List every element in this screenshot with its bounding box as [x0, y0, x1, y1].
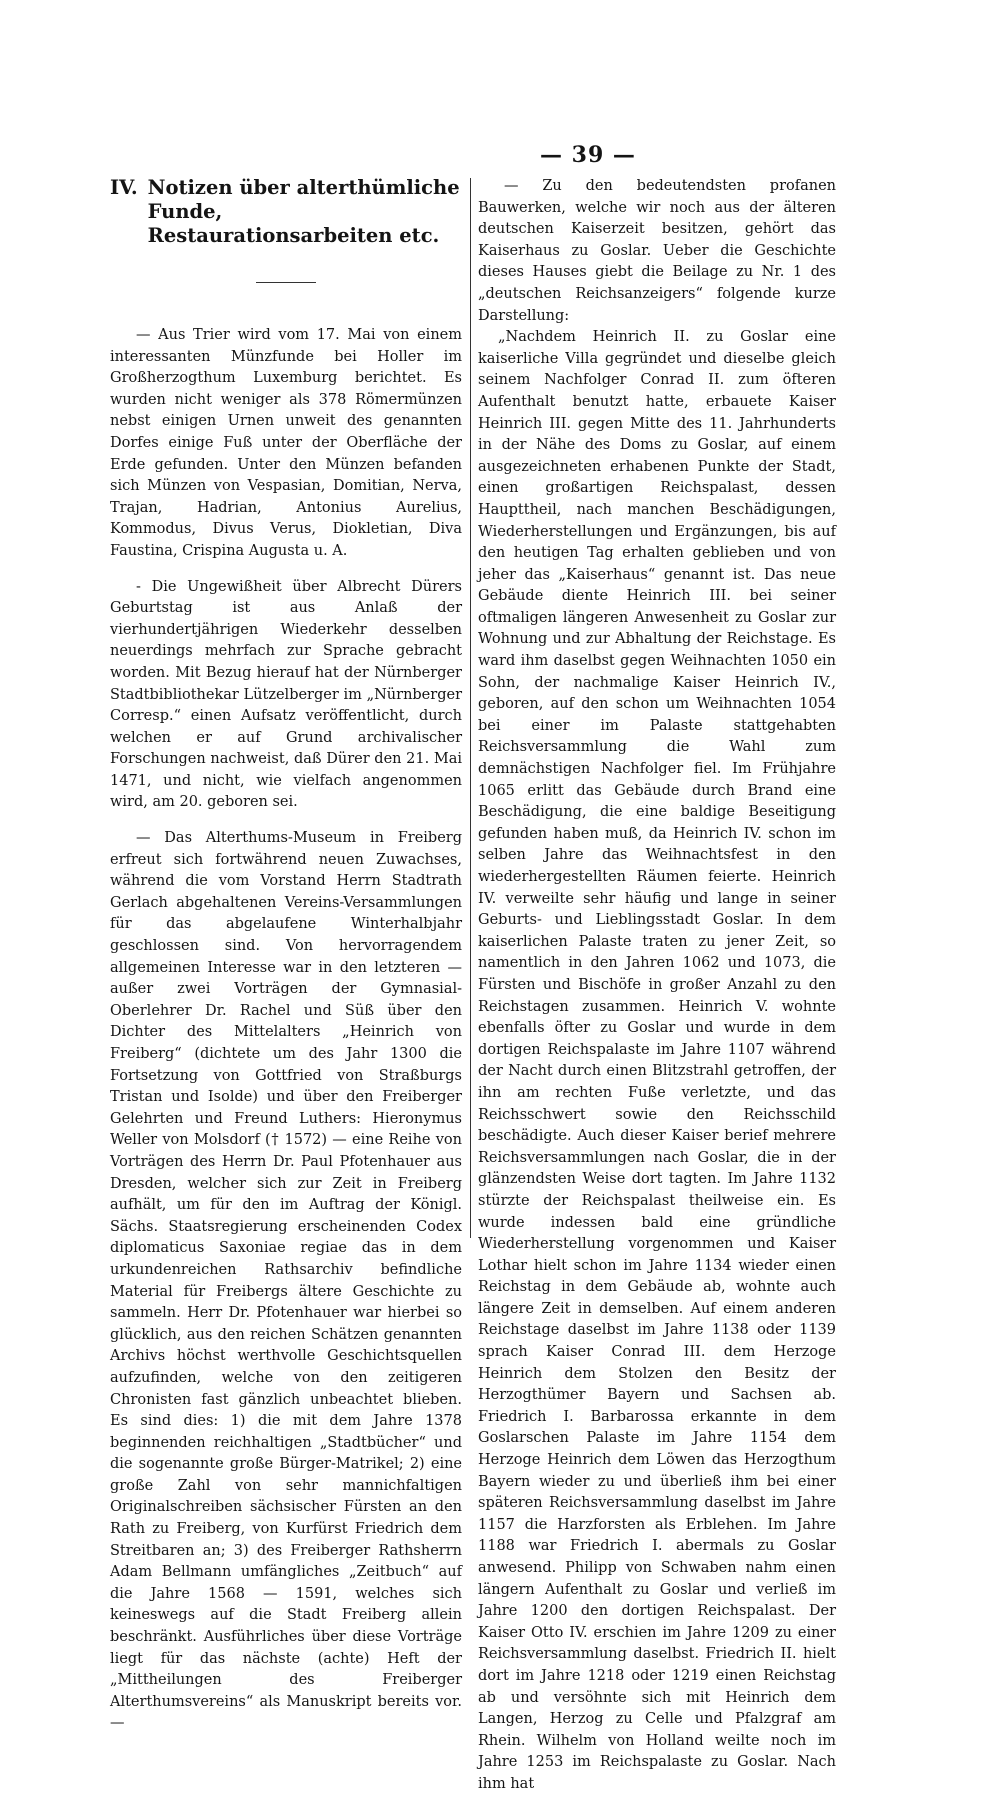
article-freiberg: — Das Alterthums-Museum in Freiberg erfreut sich fortwährend neuen Zuwachses, während die vom Vorstand Herrn Stadtrath Gerlach abgehaltenen Vereins-Versammlungen für das abgelaufene Winterhalbjahr geschlossen sind. Von hervorragendem allgemeinen Interesse war in den letzteren — außer zwei Vorträgen der Gymnasial-Oberlehrer Dr. Rachel und Süß über den Dichter des Mittelalters „Heinrich von Freiberg“ (dichtete um des Jahr 1300 die Fortsetzung von Gottfried von Straßburgs Tristan und Isolde) und über den Freiberger Gelehrten und Freund Luthers: Hieronymus Weller von Molsdorf († 1572) — eine Reihe von Vorträgen des Herrn Dr. Paul Pfotenhauer aus Dresden, welcher sich zur Zeit in Freiberg aufhält, um für den im Auftrag der Königl. Sächs. Staatsregierung erscheinenden Codex diplomaticus Saxoniae regiae das in dem urkundenreichen Rathsarchiv befindliche Material für Freibergs ältere Geschichte zu sammeln. Herr Dr. Pfotenhauer war hierbei so glücklich, aus den reichen Schätzen genannten Archivs höchst werthvolle Geschichtsquellen aufzufinden, welche von den zeitigeren Chronisten fast gänzlich unbeachtet blieben. Es sind dies: 1) die mit dem Jahre 1378 beginnenden reichhaltigen „Stadtbücher“ und die sogenannte große Bürger-Matrikel; 2) eine große Zahl von sehr mannichfaltigen Originalschreiben sächsischer Fürsten an den Rath zu Freiberg, von Kurfürst Friedrich dem Streitbaren an; 3) des Freiberger Rathsherrn Adam Bellmann umfängliches „Zeitbuch“ auf die Jahre 1568 — 1591, welches sich keineswegs auf die Stadt Freiberg allein beschränkt. Ausführliches über diese Vorträge liegt für das nächste (achte) Heft der „Mittheilungen des Freiberger Alterthumsvereins“ als Manuskript bereits vor. —: [110, 830, 462, 1732]
section-heading: [110, 176, 462, 248]
article-goslar-history: „Nachdem Heinrich II. zu Goslar eine kaiserliche Villa gegründet und dieselbe gleich seinem Nachfolger Conrad II. zum öfteren Aufenthalt benutzt hatte, erbauete Kaiser Heinrich III. gegen Mitte des 11. Jahrhunderts in der Nähe des Doms zu Goslar, auf einem ausgezeichneten erhabenen Punkte der Stadt, einen großartigen Reichspalast, dessen Haupttheil, nach manchen Beschädigungen, Wiederherstellungen und Ergänzungen, bis auf den heutigen Tag erhalten geblieben und von jeher das „Kaiserhaus“ genannt ist. Das neue Gebäude diente Heinrich III. bei seiner oftmaligen längeren Anwesenheit zu Goslar zur Wohnung und zur Abhaltung der Reichstage. Es ward ihm daselbst gegen Weihnachten 1050 ein Sohn, der nachmalige Kaiser Heinrich IV., geboren, auf den schon um Weihnachten 1054 bei einer im Palaste stattgehabten Reichsversammlung die Wahl zum demnächstigen Nachfolger fiel. Im Frühjahre 1065 erlitt das Gebäude durch Brand eine Beschädigung, die eine baldige Beseitigung gefunden haben muß, da Heinrich IV. schon im selben Jahre das Weihnachtsfest in den wiederhergestellten Räumen feierte. Heinrich IV. verweilte sehr häufig und lange in seiner Geburts- und Lieblingsstadt Goslar. In dem kaiserlichen Palaste traten zu jener Zeit, so namentlich in den Jahren 1062 und 1073, die Fürsten und Bischöfe in großer Anzahl zu den Reichstagen zusammen. Heinrich V. wohnte ebenfalls öfter zu Goslar und wurde in dem dortigen Reichspalaste im Jahre 1107 während der Nacht durch einen Blitzstrahl getroffen, der ihn am rechten Fuße verletzte, und das Reichsschwert sowie den Reichsschild beschädigte. Auch dieser Kaiser berief mehrere Reichsversammlungen nach Goslar, die in der glänzendsten Weise dort tagten. Im Jahre 1132 stürzte der Reichspalast theilweise ein. Es wurde indessen bald eine gründliche Wiederherstellung vorgenommen und Kaiser Lothar hielt schon im Jahre 1134 wieder einen Reichstag in dem Gebäude ab, wohnte auch längere Zeit in demselben. Auf einem anderen Reichstage daselbst im Jahre 1138 oder 1139 sprach Kaiser Conrad III. dem Herzoge Heinrich dem Stolzen den Besitz der Herzogthümer Bayern und Sachsen ab. Friedrich I. Barbarossa erkannte in dem Goslarschen Palaste im Jahre 1154 dem Herzoge Heinrich dem Löwen das Herzogthum Bayern wieder zu und überließ ihm bei einer späteren Reichsversammlung daselbst im Jahre 1157 die Harzforsten als Erblehen. Im Jahre 1188 war Friedrich I. abermals zu Goslar anwesend. Philipp von Schwaben nahm einen längern Aufenthalt zu Goslar und verließ im Jahre 1200 den dortigen Reichspalast. Der Kaiser Otto IV. erschien im Jahre 1209 zu einer Reichsversammlung daselbst. Friedrich II. hielt dort im Jahre 1218 oder 1219 einen Reichstag ab und versöhnte sich mit Heinrich dem Langen, Herzog zu Celle und Pfalzgraf am Rhein. Wilhelm von Holland weilte noch im Jahre 1253 im Reichspalaste zu Goslar. Nach ihm hat: [478, 329, 836, 1792]
column-divider: [470, 178, 471, 1238]
section-title: Notizen über alterthümliche Funde, Restaurationsarbeiten etc.: [147, 176, 460, 247]
heading-separator: [256, 282, 316, 283]
left-column: [110, 176, 462, 1735]
section-numeral: IV.: [110, 176, 138, 199]
article-duerer: - Die Ungewißheit über Albrecht Dürers Geburtstag ist aus Anlaß der vierhundertjährigen Wiederkehr desselben neuerdings mehrfach zur Sprache gebracht worden. Mit Bezug hierauf hat der Nürnberger Stadtbibliothekar Lützelberger im „Nürnberger Corresp.“ einen Aufsatz veröffentlicht, durch welchen er auf Grund archivalischer Forschungen nachweist, daß Dürer den 21. Mai 1471, und nicht, wie vielfach angenommen wird, am 20. geboren sei.: [110, 578, 462, 811]
article-goslar-intro: — Zu den bedeutendsten profanen Bauwerken, welche wir noch aus der älteren deutschen Kaiserzeit besitzen, gehört das Kaiserhaus zu Goslar. Ueber die Geschichte dieses Hauses giebt die Beilage zu Nr. 1 des „deutschen Reichsanzeigers“ folgende kurze Darstellung:: [478, 178, 836, 324]
article-trier: — Aus Trier wird vom 17. Mai von einem interessanten Münzfunde bei Holler im Großherzogthum Luxemburg berichtet. Es wurden nicht weniger als 378 Römermünzen nebst einigen Urnen unweit des genannten Dorfes einige Fuß unter der Oberfläche der Erde gefunden. Unter den Münzen befanden sich Münzen von Vespasian, Domitian, Nerva, Trajan, Hadrian, Antonius Aurelius, Kommodus, Divus Verus, Diokletian, Diva Faustina, Crispina Augusta u. A.: [110, 327, 462, 559]
page-number: — 39 —: [540, 142, 636, 168]
right-column: [478, 176, 836, 1796]
